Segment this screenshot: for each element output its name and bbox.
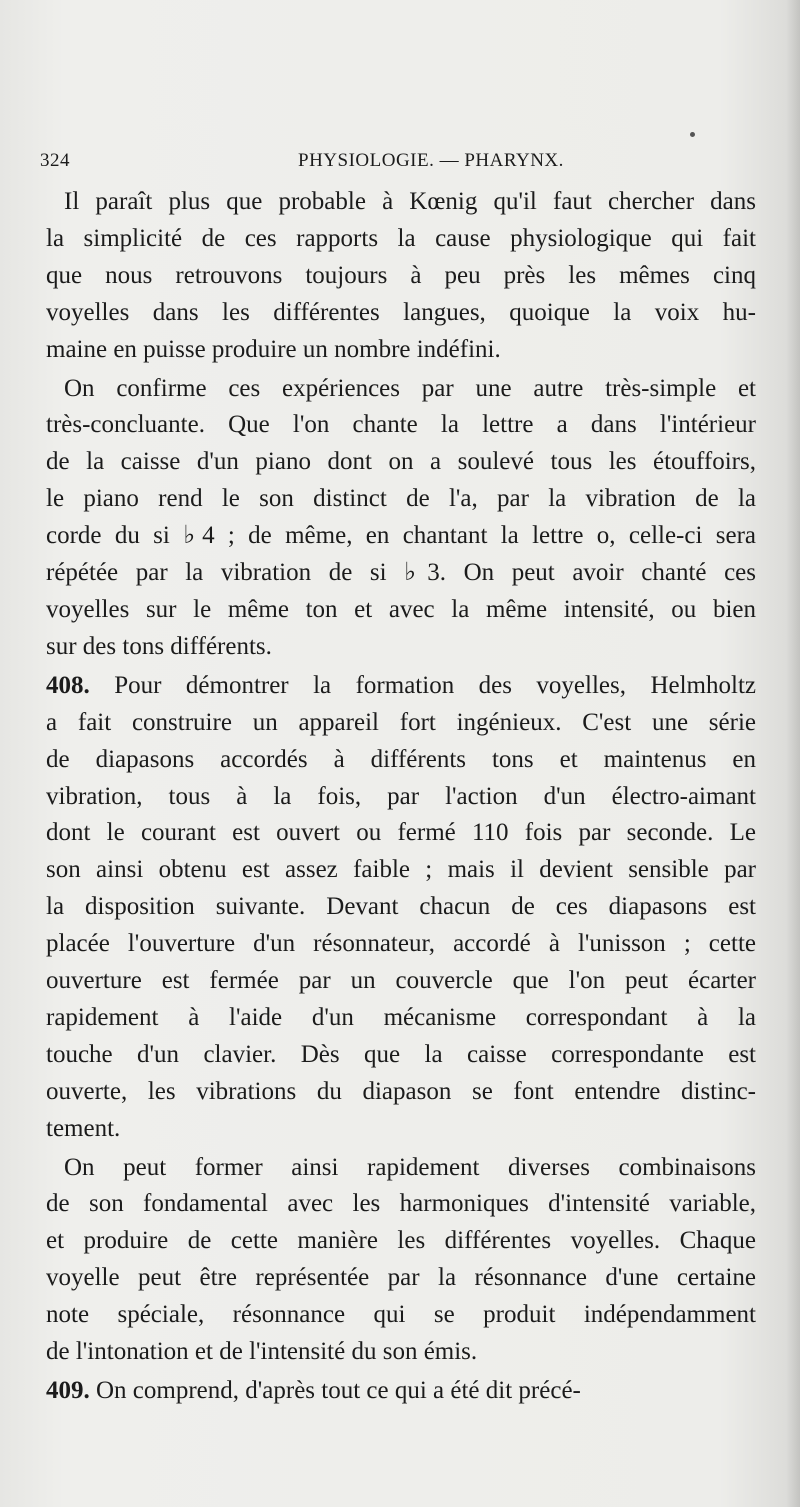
line-text: corde du si ♭4 ; de même, en chantant la lettre o, celle-ci sera xyxy=(46,522,756,550)
line-text: de son fondamental avec les harmoniques d'intensité variable, xyxy=(46,1190,756,1218)
line-text: touche d'un clavier. Dès que la caisse correspondante est xyxy=(46,1040,756,1068)
text-line xyxy=(46,258,756,295)
line-text: que nous retrouvons toujours à peu près les mêmes cinq xyxy=(46,261,756,289)
text-line xyxy=(46,1150,756,1187)
line-text: répétée par la vibration de si ♭3. On peut avoir chanté ces xyxy=(46,559,756,587)
line-text: tement. xyxy=(46,1114,121,1142)
line-text: placée l'ouverture d'un résonnateur, accordé à l'unisson ; cette xyxy=(46,930,756,958)
text-line xyxy=(46,668,756,705)
text-line xyxy=(46,221,756,258)
section-number: 408. xyxy=(46,671,90,699)
text-line xyxy=(46,1111,756,1148)
text-line xyxy=(46,444,756,481)
text-line xyxy=(46,1074,756,1111)
text-line xyxy=(46,1037,756,1074)
line-text: On peut former ainsi rapidement diverses combinaisons xyxy=(64,1153,756,1181)
line-text: très-concluante. Que l'on chante la lettre a dans l'intérieur xyxy=(46,411,756,439)
text-line xyxy=(46,815,756,852)
line-text: la simplicité de ces rapports la cause physiologique qui fait xyxy=(46,224,756,252)
page-header xyxy=(40,150,760,180)
paragraph-p1 xyxy=(46,184,756,369)
line-text: voyelles sur le même ton et avec la même intensité, ou bien xyxy=(46,595,756,623)
running-title: PHYSIOLOGIE. — PHARYNX. xyxy=(298,150,564,171)
text-line xyxy=(46,1297,756,1334)
text-line xyxy=(46,629,756,666)
line-text: ouverture est fermée par un couvercle que l'on peut écarter xyxy=(46,967,756,995)
text-line xyxy=(46,1373,756,1410)
line-text: note spéciale, résonnance qui se produit indépendamment xyxy=(46,1301,756,1329)
paragraph-p5 xyxy=(46,1373,756,1410)
line-text: de diapasons accordés à différents tons et maintenus en xyxy=(46,745,756,773)
page-number: 324 xyxy=(40,150,70,171)
line-text: Il paraît plus que probable à Kœnig qu'il faut chercher dans xyxy=(64,188,756,215)
text-line xyxy=(46,332,756,369)
text-line xyxy=(46,518,756,555)
ink-speck xyxy=(690,132,695,137)
text-line xyxy=(46,1334,756,1371)
line-text: a fait construire un appareil fort ingénieux. C'est une série xyxy=(46,708,756,736)
text-line xyxy=(46,592,756,629)
line-text: voyelles dans les différentes langues, quoique la voix hu- xyxy=(46,298,756,326)
line-text: On comprend, d'après tout ce qui a été dit précé- xyxy=(89,1377,581,1404)
line-text: Pour démontrer la formation des voyelles, Helmholtz xyxy=(89,671,756,699)
text-line xyxy=(46,295,756,332)
text-line xyxy=(46,742,756,779)
text-line xyxy=(46,1186,756,1223)
line-text: rapidement à l'aide d'un mécanisme correspondant à la xyxy=(46,1003,756,1031)
line-text: dont le courant est ouvert ou fermé 110 fois par seconde. Le xyxy=(46,819,756,847)
page-edge-shadow xyxy=(786,0,800,1507)
line-text: de l'intonation et de l'intensité du son émis. xyxy=(46,1338,478,1366)
text-line xyxy=(46,779,756,816)
line-text: son ainsi obtenu est assez faible ; mais il devient sensible par xyxy=(46,856,756,884)
paragraph-p2 xyxy=(46,371,756,666)
text-line xyxy=(46,1260,756,1297)
paragraph-p3 xyxy=(46,668,756,1148)
text-line xyxy=(46,963,756,1000)
text-line xyxy=(46,1000,756,1037)
text-line xyxy=(46,1223,756,1260)
line-text: vibration, tous à la fois, par l'action d'un électro-aimant xyxy=(46,782,756,810)
text-line xyxy=(46,184,756,221)
line-text: sur des tons différents. xyxy=(46,632,272,660)
text-line xyxy=(46,705,756,742)
line-text: ouverte, les vibrations du diapason se font entendre distinc- xyxy=(46,1077,756,1105)
text-line xyxy=(46,889,756,926)
line-text: On confirme ces expériences par une autre très-simple et xyxy=(64,374,756,402)
text-line xyxy=(46,481,756,518)
text-line xyxy=(46,371,756,408)
text-line xyxy=(46,555,756,592)
line-text: de la caisse d'un piano dont on a soulevé tous les étouffoirs, xyxy=(46,448,756,476)
section-number: 409. xyxy=(46,1377,90,1404)
text-line xyxy=(46,926,756,963)
line-text: le piano rend le son distinct de l'a, par la vibration de la xyxy=(46,485,756,513)
text-line xyxy=(46,407,756,444)
text-line xyxy=(46,852,756,889)
line-text: et produire de cette manière les différentes voyelles. Chaque xyxy=(46,1227,756,1255)
line-text: maine en puisse produire un nombre indéfini. xyxy=(46,335,501,363)
line-text: la disposition suivante. Devant chacun de ces diapasons est xyxy=(46,893,756,921)
body-text xyxy=(46,184,756,1410)
line-text: voyelle peut être représentée par la résonnance d'une certaine xyxy=(46,1264,756,1292)
paragraph-p4 xyxy=(46,1150,756,1371)
